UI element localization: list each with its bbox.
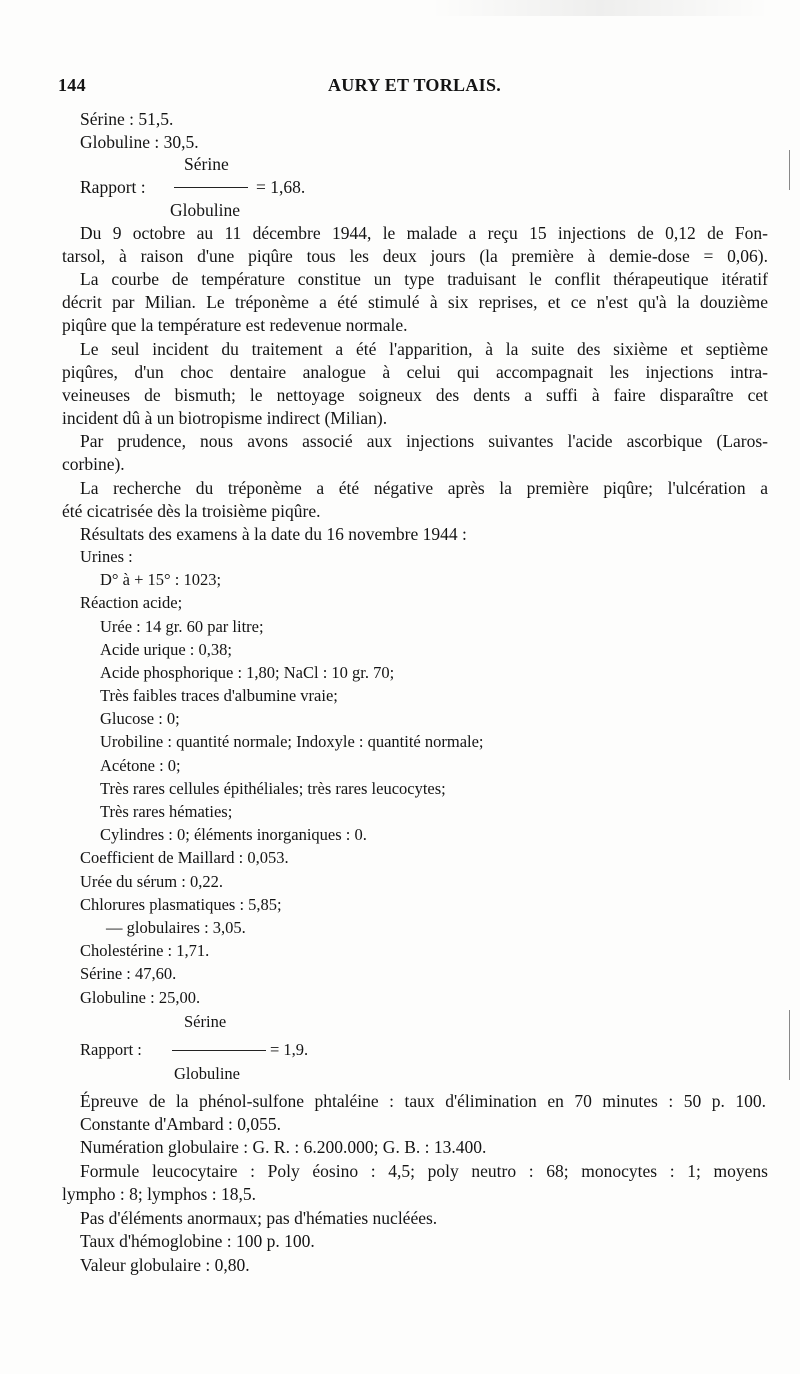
blood-value: Sérine : 47,60. bbox=[80, 964, 177, 983]
ratio-value: = 1,68. bbox=[256, 177, 306, 197]
paragraph-line: décrit par Milian. Le tréponème a été stimulé à six reprises, et ce n'est qu'à la douzième bbox=[62, 292, 768, 312]
urine-item: Urée : 14 gr. 60 par litre; bbox=[100, 617, 264, 636]
blood-value: — globulaires : 3,05. bbox=[106, 918, 246, 937]
ratio-label: Rapport : bbox=[80, 177, 146, 197]
paragraph-line: incident dû à un biotropisme indirect (Milian). bbox=[62, 408, 388, 428]
blood-value: Coefficient de Maillard : 0,053. bbox=[80, 848, 289, 867]
paragraph-line: tarsol, à raison d'une piqûre tous les deux jours (la première à demie-dose = 0,06). bbox=[62, 246, 768, 266]
urine-title: Urines : bbox=[80, 547, 133, 566]
fraction-bar bbox=[172, 1050, 266, 1051]
ratio-denominator: Globuline bbox=[174, 1064, 240, 1083]
globuline-value: Globuline : 30,5. bbox=[80, 132, 199, 152]
result-line: Pas d'éléments anormaux; pas d'hématies nucléées. bbox=[80, 1208, 438, 1228]
ratio-denominator: Globuline bbox=[170, 200, 240, 220]
serine-value: Sérine : 51,5. bbox=[80, 109, 174, 129]
paragraph-line: Le seul incident du traitement a été l'apparition, à la suite des sixième et septième bbox=[80, 339, 768, 359]
paragraph-line: corbine). bbox=[62, 454, 125, 474]
urine-item: Urobiline : quantité normale; Indoxyle : quantité normale; bbox=[100, 732, 484, 751]
ratio-numerator: Sérine bbox=[184, 1012, 227, 1031]
urine-item: Acide urique : 0,38; bbox=[100, 640, 232, 659]
blood-value: Chlorures plasmatiques : 5,85; bbox=[80, 895, 282, 914]
scan-smudge bbox=[430, 0, 770, 16]
scan-edge-mark bbox=[789, 150, 790, 190]
ratio-numerator: Sérine bbox=[184, 154, 229, 174]
paragraph-line: piqûres, d'un choc dentaire analogue à celui qui accompagnait les injections intra- bbox=[62, 362, 768, 382]
result-line: lympho : 8; lymphos : 18,5. bbox=[62, 1184, 256, 1204]
urine-item: Acétone : 0; bbox=[100, 756, 181, 775]
ratio-label: Rapport : bbox=[80, 1040, 142, 1059]
urine-item: Très faibles traces d'albumine vraie; bbox=[100, 686, 338, 705]
paragraph-line: veineuses de bismuth; le nettoyage soigneux des dents a suffi à faire disparaître cet bbox=[62, 385, 768, 405]
urine-item: Glucose : 0; bbox=[100, 709, 180, 728]
scan-edge-mark bbox=[789, 1010, 790, 1080]
urine-item: Cylindres : 0; éléments inorganiques : 0. bbox=[100, 825, 367, 844]
result-line: Taux d'hémoglobine : 100 p. 100. bbox=[80, 1231, 315, 1251]
result-line: Valeur globulaire : 0,80. bbox=[80, 1255, 250, 1275]
result-line: Formule leucocytaire : Poly éosino : 4,5; poly neutro : 68; monocytes : 1; moyens bbox=[80, 1161, 768, 1181]
paragraph-line: La recherche du tréponème a été négative après la première piqûre; l'ulcération a bbox=[80, 478, 768, 498]
result-line: Constante d'Ambard : 0,055. bbox=[80, 1114, 281, 1134]
fraction-bar bbox=[174, 187, 248, 188]
paragraph-line: Par prudence, nous avons associé aux injections suivantes l'acide ascorbique (Laros- bbox=[80, 431, 768, 451]
blood-value: Urée du sérum : 0,22. bbox=[80, 872, 223, 891]
ratio-value: = 1,9. bbox=[270, 1040, 309, 1059]
result-line: Numération globulaire : G. R. : 6.200.000; G. B. : 13.400. bbox=[80, 1137, 487, 1157]
paragraph-line: été cicatrisée dès la troisième piqûre. bbox=[62, 501, 321, 521]
blood-value: Globuline : 25,00. bbox=[80, 988, 201, 1007]
urine-reaction: Réaction acide; bbox=[80, 593, 183, 612]
page-number: 144 bbox=[58, 75, 86, 95]
urine-item: Très rares cellules épithéliales; très rares leucocytes; bbox=[100, 779, 446, 798]
blood-value: Cholestérine : 1,71. bbox=[80, 941, 210, 960]
urine-item: Acide phosphorique : 1,80; NaCl : 10 gr. 70; bbox=[100, 663, 395, 682]
urine-item: Très rares hématies; bbox=[100, 802, 233, 821]
paragraph-line: piqûre que la température est redevenue normale. bbox=[62, 315, 408, 335]
running-title: AURY ET TORLAIS. bbox=[328, 75, 502, 95]
results-heading: Résultats des examens à la date du 16 novembre 1944 : bbox=[80, 524, 467, 544]
urine-density: D° à + 15° : 1023; bbox=[100, 570, 222, 589]
paragraph-line: Du 9 octobre au 11 décembre 1944, le malade a reçu 15 injections de 0,12 de Fon- bbox=[80, 223, 768, 243]
paragraph-line: La courbe de température constitue un type traduisant le conflit thérapeutique itératif bbox=[80, 269, 768, 289]
result-line: Épreuve de la phénol-sulfone phtaléine : taux d'élimination en 70 minutes : 50 p. 100. bbox=[80, 1091, 766, 1111]
